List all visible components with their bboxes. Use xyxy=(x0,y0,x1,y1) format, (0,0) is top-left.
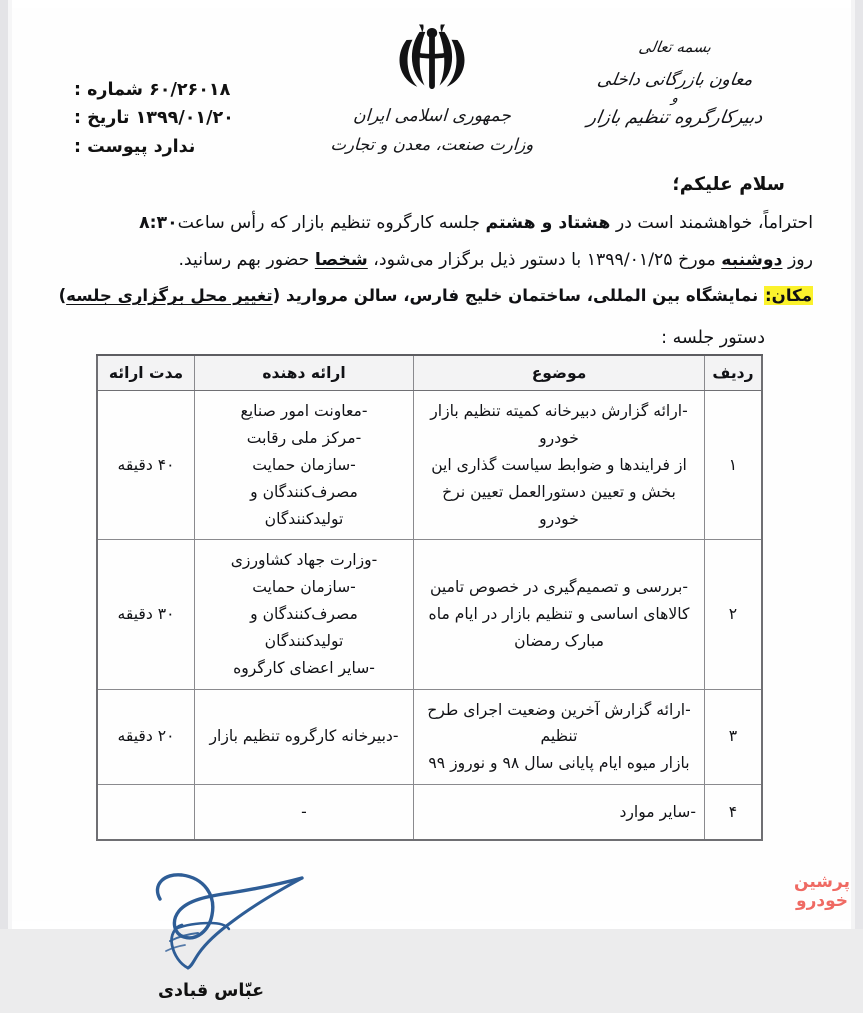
watermark-line-1: پرشین xyxy=(794,872,850,892)
cell-modat: ۳۰ دقیقه xyxy=(97,540,195,689)
agenda-table xyxy=(96,354,763,841)
calligraphy-secretary-title: دبیرکارگروه تنظیم بازار xyxy=(585,107,765,128)
location-change-note: تغییر محل برگزاری جلسه xyxy=(66,286,273,306)
eraee-line: -وزارت جهاد کشاورزی xyxy=(230,551,378,570)
eraee-line: -مرکز ملی رقابت xyxy=(246,429,362,448)
metadata-value-attachment: ندارد xyxy=(153,136,196,157)
eraee-line: -دبیرخانه کارگروه تنظیم بازار xyxy=(209,727,399,746)
mozu-line: -ارائه گزارش آخرین وضعیت اجرای طرح تنظیم xyxy=(427,700,691,746)
agenda-header-row xyxy=(97,355,762,391)
signature-zone xyxy=(12,863,851,1013)
eraee-line: تولیدکنندگان xyxy=(264,509,344,528)
header-eraee-dahande: ارائه دهنده xyxy=(195,355,414,391)
mozu-line: بازار میوه ایام پایانی سال ۹۸ و نوروز ۹۹ xyxy=(428,754,690,773)
table-row xyxy=(97,689,762,784)
cell-modat xyxy=(97,784,195,840)
body-attendance-emphasis: شخصا xyxy=(314,249,368,270)
body-paragraph-line1 xyxy=(50,206,813,241)
metadata-value-date: ۱۳۹۹/۰۱/۲۰ xyxy=(135,108,234,129)
body-text-part2: جلسه کارگروه تنظیم بازار که رأس ساعت xyxy=(177,213,486,233)
greeting-text: سلام علیکم؛ xyxy=(672,174,785,195)
mozu-line: -ارائه گزارش دبیرخانه کمیته تنظیم بازار خودرو xyxy=(430,402,688,448)
mozu-line: -بررسی و تصمیم‌گیری در خصوص تامین xyxy=(430,578,688,597)
letterhead xyxy=(12,8,851,195)
body-weekday: دوشنبه xyxy=(721,249,783,270)
table-row xyxy=(97,784,762,840)
eraee-line: -سایر اعضای کارگروه xyxy=(233,658,375,677)
site-watermark-logo xyxy=(791,863,853,921)
cell-modat: ۴۰ دقیقه xyxy=(97,391,195,540)
cell-modat: ۲۰ دقیقه xyxy=(97,689,195,784)
body-text-part1: احتراماً، خواهشمند است در xyxy=(610,213,813,233)
agenda-table-head xyxy=(97,355,762,391)
handwritten-signature-icon xyxy=(130,863,360,978)
location-value: نمایشگاه بین المللی، ساختمان خلیج فارس، سالن مروارید ( xyxy=(272,286,765,306)
calligraphy-besmeh-taali: بسمه تعالی xyxy=(637,38,713,56)
metadata-value-number: ۶۰/۲۶۰۱۸ xyxy=(149,80,231,100)
location-close-paren: ) xyxy=(58,286,67,306)
eraee-line: -سازمان حمایت مصرف‌کنندگان و xyxy=(250,578,358,624)
header-modat-eraee: مدت ارائه xyxy=(97,355,195,391)
body-paragraph-line2 xyxy=(50,243,813,278)
body-location-line xyxy=(50,279,813,312)
mozu-line: مبارک رمضان xyxy=(514,631,604,650)
body-meeting-time: ۸:۳۰ xyxy=(139,213,178,233)
mozu-line: کالاهای اساسی و تنظیم بازار در ایام ماه xyxy=(428,605,690,624)
body-session-number: هشتاد و هشتم xyxy=(485,213,611,233)
cell-radif: ۱ xyxy=(705,391,763,540)
cell-eraee xyxy=(195,391,414,540)
document-sheet xyxy=(12,8,851,1001)
cell-radif: ۴ xyxy=(705,784,763,840)
mozu-line: بخش و تعیین دستورالعمل تعیین نرخ خودرو xyxy=(442,482,676,528)
agenda-label: دستور جلسه : xyxy=(661,328,765,349)
signature-name: عبّاس قبادی xyxy=(158,980,265,1001)
body-text-part4: مورخ ۱۳۹۹/۰۱/۲۵ با دستور ذیل برگزار می‌شود، xyxy=(367,249,722,270)
metadata-label-number: شماره : xyxy=(74,80,144,100)
body-text-part3: روز xyxy=(782,249,813,270)
header-mozu: موضوع xyxy=(414,355,705,391)
agenda-table-body xyxy=(97,391,762,840)
iran-emblem-icon xyxy=(389,22,475,100)
organization-name: جمهوری اسلامی ایران xyxy=(352,106,511,126)
eraee-line: -معاونت امور صنایع xyxy=(240,402,368,421)
eraee-line: تولیدکنندگان xyxy=(264,631,344,650)
body-text-part5: حضور بهم رسانید. xyxy=(178,249,315,270)
agenda-table-wrapper xyxy=(96,354,763,841)
cell-eraee: - xyxy=(195,784,414,840)
cell-mozu xyxy=(414,540,705,689)
calligraphy-block xyxy=(545,38,805,128)
cell-eraee xyxy=(195,540,414,689)
mozu-line: از فرایندها و ضوابط سیاست گذاری این xyxy=(431,456,687,474)
calligraphy-deputy-title: معاون بازرگانی داخلی xyxy=(595,70,755,90)
header-radif: ردیف xyxy=(705,355,763,391)
cell-mozu xyxy=(414,391,705,540)
location-label: مکان: xyxy=(765,286,812,306)
letter-body xyxy=(38,206,825,312)
cell-mozu: -سایر موارد xyxy=(414,784,705,840)
cell-mozu xyxy=(414,689,705,784)
cell-radif: ۳ xyxy=(705,689,763,784)
cell-eraee xyxy=(195,689,414,784)
metadata-label-date: تاریخ : xyxy=(74,108,130,129)
table-row xyxy=(97,540,762,689)
watermark-line-2: خودرو xyxy=(796,891,848,911)
table-row xyxy=(97,391,762,540)
cell-radif: ۲ xyxy=(705,540,763,689)
ministry-name: وزارت صنعت، معدن و تجارت xyxy=(329,135,534,154)
eraee-line: -سازمان حمایت مصرف‌کنندگان و xyxy=(250,456,358,501)
metadata-label-attachment: پیوست : xyxy=(74,136,148,157)
calligraphy-conjunction: و xyxy=(670,91,680,106)
